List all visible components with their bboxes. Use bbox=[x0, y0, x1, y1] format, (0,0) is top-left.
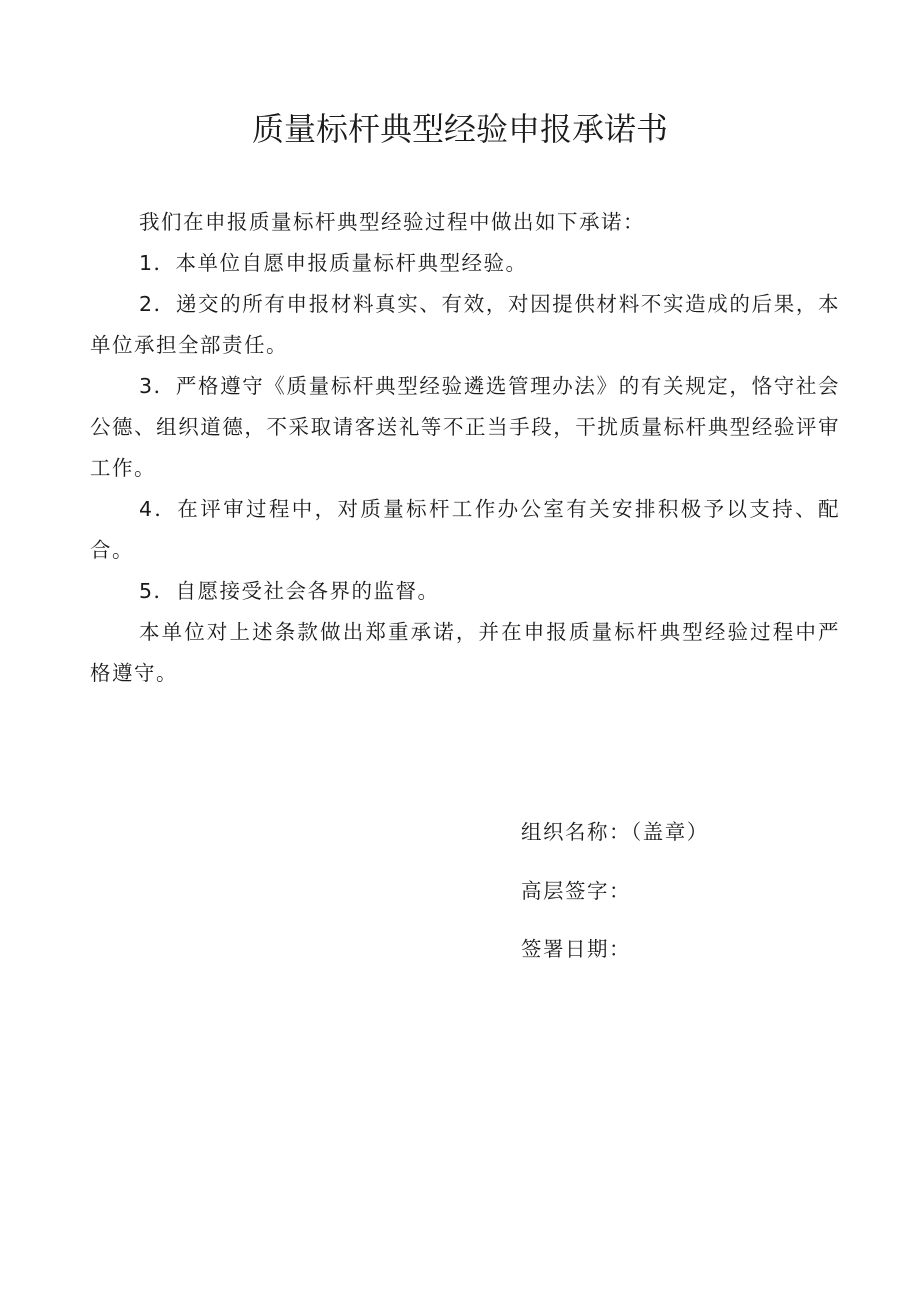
clause-5: 5．自愿接受社会各界的监督。 bbox=[139, 579, 440, 603]
sign-date-line: 签署日期： bbox=[521, 937, 631, 961]
clause-3: 3．严格遵守《质量标杆典型经验遴选管理办法》的有关规定，恪守社会公德、组织道德，不采取请客送礼等不正当手段，干扰质量标杆典型经验评审工作。 bbox=[90, 374, 840, 480]
executive-signature-line: 高层签字： bbox=[521, 878, 631, 903]
closing-paragraph: 本单位对上述条款做出郑重承诺，并在申报质量标杆典型经验过程中严格遵守。 bbox=[90, 620, 840, 685]
commitment-body bbox=[90, 202, 840, 694]
signature-block bbox=[521, 812, 861, 988]
org-name-line: 组织名称：（盖章） bbox=[521, 820, 709, 844]
intro-paragraph: 我们在申报质量标杆典型经验过程中做出如下承诺： bbox=[139, 210, 645, 234]
clause-4: 4．在评审过程中，对质量标杆工作办公室有关安排积极予以支持、配合。 bbox=[90, 497, 840, 562]
clause-2: 2．递交的所有申报材料真实、有效，对因提供材料不实造成的后果，本单位承担全部责任。 bbox=[90, 292, 840, 357]
clause-1: 1．本单位自愿申报质量标杆典型经验。 bbox=[139, 251, 528, 275]
document-title: 质量标杆典型经验申报承诺书 bbox=[251, 110, 668, 148]
